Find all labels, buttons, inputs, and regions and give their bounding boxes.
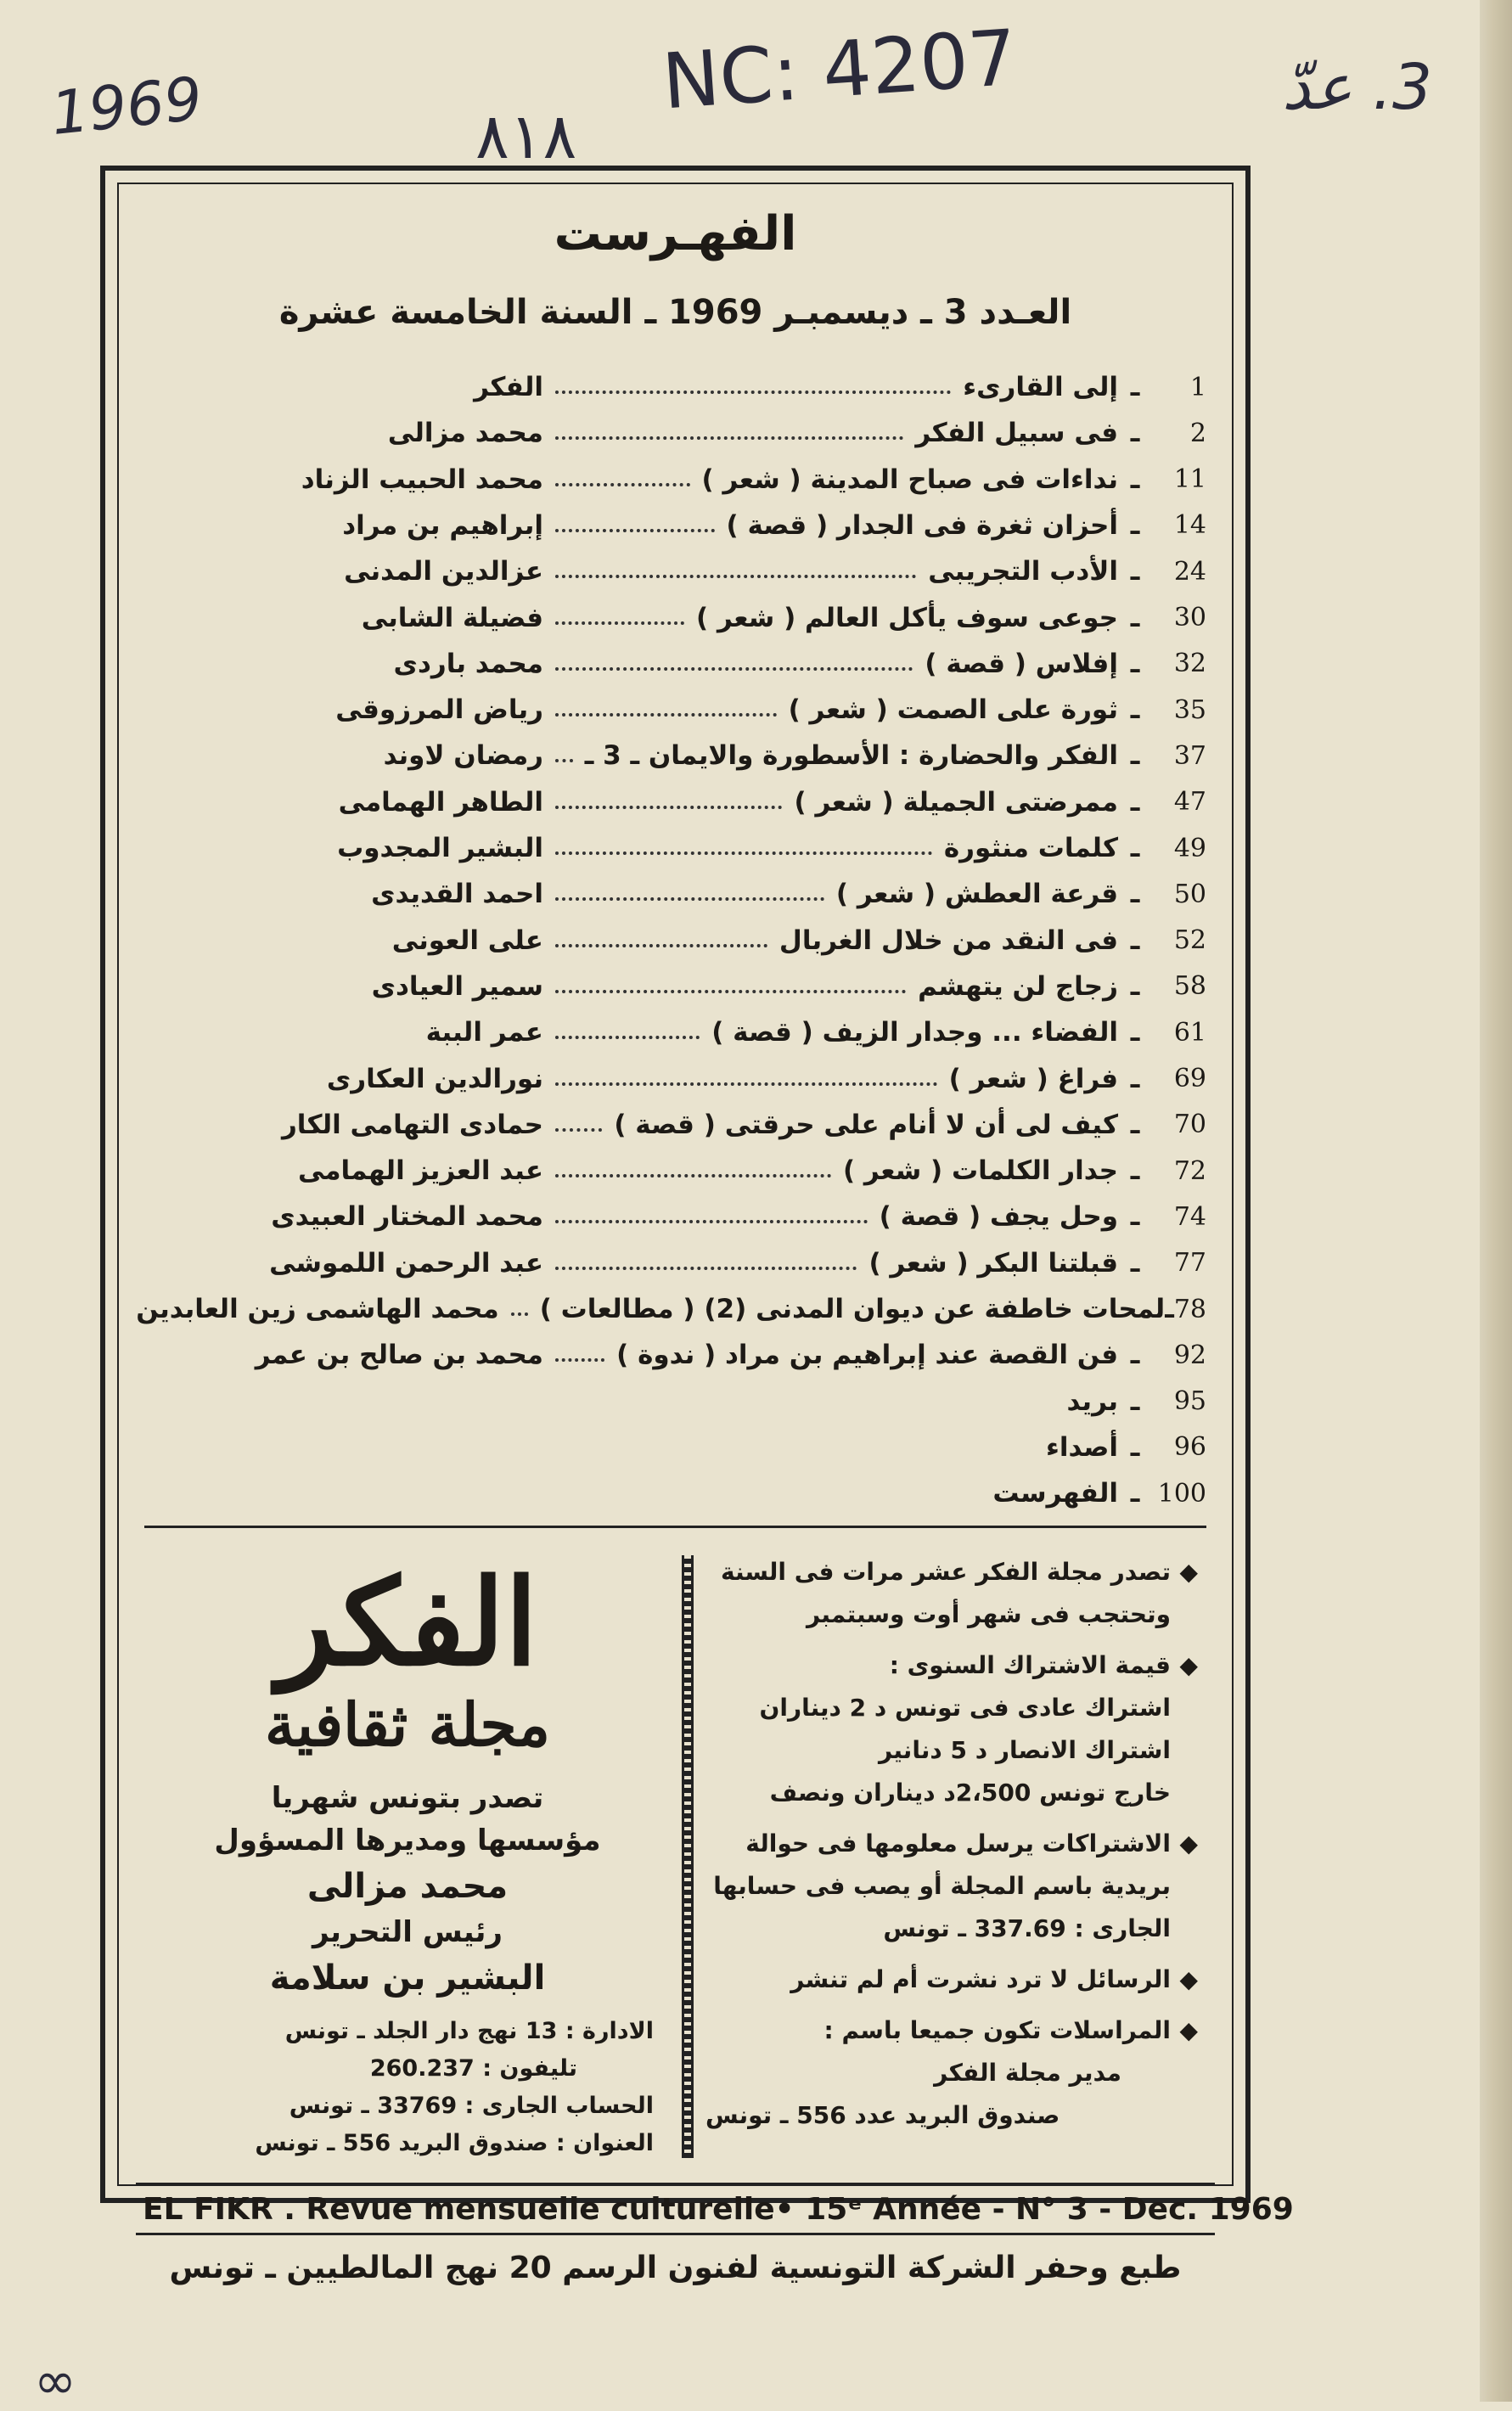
toc-title: الفهرست	[992, 1478, 1118, 1509]
info-column	[705, 1551, 1198, 2137]
column-divider	[682, 1555, 694, 2158]
toc-leader-dots	[555, 1174, 831, 1177]
handwritten-year: 1969	[48, 63, 205, 149]
french-footer-title: EL FIKR . Revue mensuelle culturelle	[143, 2191, 775, 2227]
bullet-icon: ◆	[1179, 2016, 1198, 2044]
toc-author: محمد المختار العبيدى	[271, 1201, 543, 1233]
toc-dash: ـ	[1130, 556, 1140, 587]
frame-inner	[117, 183, 1294, 2285]
toc-author: عبد العزيز الهمامى	[297, 1155, 543, 1187]
info-line: مدير مجلة الفكر	[934, 2059, 1121, 2087]
toc-leader-dots	[555, 944, 767, 947]
toc-title: إفلاس ( قصة )	[925, 648, 1118, 679]
toc-title: زجاج لن يتهشم	[918, 970, 1118, 1002]
toc-title: كيف لى أن لا أنام على حرقتى ( قصة )	[614, 1109, 1118, 1140]
toc-leader-dots	[555, 1082, 937, 1086]
handwritten-code: NC: 4207	[659, 13, 1020, 127]
toc-page-number: 35	[1173, 694, 1206, 725]
toc-title: أحزان ثغرة فى الجدار ( قصة )	[726, 509, 1118, 541]
page-edge	[1480, 0, 1512, 2402]
toc-title: ممرضتى الجميلة ( شعر )	[794, 786, 1118, 818]
toc-row	[144, 1425, 1206, 1470]
toc-title: الفكر والحضارة : الأسطورة والايمان ـ 3 ـ	[584, 740, 1118, 772]
toc-row	[144, 825, 1206, 871]
toc-row	[144, 410, 1206, 456]
toc-title: جدار الكلمات ( شعر )	[842, 1155, 1118, 1187]
toc-page-number: 52	[1173, 925, 1206, 956]
toc-page-number: 72	[1173, 1155, 1206, 1186]
toc-leader-dots	[555, 667, 913, 671]
address-line: الحساب الجارى : 33769 ـ تونس	[289, 2093, 654, 2119]
toc-author: الفكر	[474, 372, 543, 402]
toc-row	[144, 457, 1206, 503]
toc-page-number: 24	[1173, 556, 1206, 587]
toc-page-number: 2	[1189, 418, 1206, 448]
info-text: المراسلات تكون جميعا باسم :	[823, 2016, 1171, 2044]
toc-page-number: 49	[1173, 833, 1206, 863]
toc-author: البشير المجدوب	[337, 833, 543, 863]
info-line: اشتراك عادى فى تونس د 2 ديناران	[759, 1694, 1171, 1722]
toc-author: محمد باردى	[393, 648, 543, 679]
toc-page-number: 14	[1173, 510, 1206, 541]
toc-dash: ـ	[1130, 740, 1140, 772]
toc-dash: ـ	[1130, 1109, 1140, 1140]
toc-author: إبراهيم بن مراد	[342, 509, 543, 541]
masthead-line: مؤسسها ومديرها المسؤول	[214, 1824, 601, 1857]
toc-author: على العونى	[391, 924, 543, 956]
toc-dash: ـ	[1130, 924, 1140, 956]
toc-leader-dots	[555, 897, 824, 901]
toc-dash: ـ	[1130, 648, 1140, 679]
toc-row	[144, 503, 1206, 548]
toc-row	[144, 733, 1206, 778]
toc-dash: ـ	[1130, 1063, 1140, 1094]
toc-row	[136, 1286, 1206, 1332]
address-line: تليفون : 260.237	[369, 2055, 577, 2082]
toc-author: احمد القديدى	[371, 879, 543, 910]
french-footer	[136, 2183, 1294, 2235]
toc-dash: ـ	[1130, 464, 1140, 495]
info-line: صندوق البريد عدد 556 ـ تونس	[705, 2101, 1060, 2129]
info-item	[705, 1959, 1198, 2001]
toc-title: جوعى سوف يأكل العالم ( شعر )	[696, 602, 1118, 633]
toc-row	[144, 1194, 1206, 1239]
toc-title: إلى القارىء	[963, 372, 1118, 402]
toc-title: قبلتنا البكر ( شعر )	[868, 1247, 1118, 1279]
toc-title: ثورة على الصمت ( شعر )	[788, 694, 1118, 726]
toc-dash: ـ	[1130, 1017, 1140, 1048]
toc-author: فضيلة الشابى	[361, 602, 543, 633]
toc-row	[144, 641, 1206, 687]
info-item	[705, 1551, 1198, 1636]
document-frame	[100, 166, 1294, 2285]
toc-title: فى النقد من خلال الغربال	[778, 924, 1118, 956]
toc-page-number: 69	[1173, 1064, 1206, 1093]
toc-row	[144, 964, 1206, 1009]
toc-leader-dots	[555, 483, 690, 486]
toc-author: عبد الرحمن اللموشى	[269, 1247, 543, 1279]
toc-author: سمير العيادى	[371, 970, 543, 1002]
toc-leader-dots	[555, 1267, 857, 1270]
toc-leader-dots	[555, 759, 573, 762]
toc-row	[144, 918, 1206, 964]
toc-title: نداءات فى صباح المدينة ( شعر )	[701, 464, 1118, 495]
toc-dash: ـ	[1130, 879, 1140, 910]
toc-title: بريد	[1066, 1385, 1118, 1417]
toc-dash: ـ	[1130, 1155, 1140, 1187]
toc-author: محمد الهاشمى زين العابدين	[136, 1294, 499, 1324]
toc-page-number: 70	[1173, 1110, 1206, 1140]
toc-leader-dots	[555, 436, 903, 440]
toc-page-number: 74	[1173, 1201, 1206, 1232]
info-line: اشتراك الانصار د 5 دنانير	[878, 1736, 1171, 1764]
toc-dash: ـ	[1130, 786, 1140, 818]
toc-dash: ـ	[1130, 833, 1140, 863]
toc-page-number: 77	[1173, 1248, 1206, 1279]
toc-title: قرعة العطش ( شعر )	[835, 879, 1118, 910]
toc-row	[144, 548, 1206, 594]
toc-page-number: 95	[1173, 1386, 1206, 1417]
toc-leader-dots	[555, 391, 951, 394]
toc-page-number: 37	[1173, 740, 1206, 771]
toc-dash: ـ	[1130, 509, 1140, 541]
toc-dash: ـ	[1165, 1294, 1174, 1324]
address-line: الادارة : 13 نهج دار الجلد ـ تونس	[284, 2018, 654, 2044]
toc-author: نورالدين العكارى	[326, 1063, 543, 1094]
toc-leader-dots	[511, 1312, 528, 1316]
toc-dash: ـ	[1130, 418, 1140, 449]
toc-row	[144, 1056, 1206, 1102]
toc-dash: ـ	[1130, 372, 1140, 402]
toc-title: فن القصة عند إبراهيم بن مراد ( ندوة )	[616, 1340, 1118, 1371]
toc-row	[144, 364, 1206, 410]
toc-page-number: 11	[1173, 464, 1206, 495]
toc-title: فى سبيل الفكر	[915, 418, 1118, 449]
magazine-logo: الفكر	[277, 1554, 538, 1693]
toc-author: رياض المرزوقى	[335, 694, 543, 726]
address-block	[153, 2013, 662, 2162]
toc-leader-dots	[555, 713, 777, 717]
toc-leader-dots	[555, 529, 715, 532]
founder-name: محمد مزالى	[306, 1867, 509, 1906]
toc-row	[144, 1148, 1206, 1194]
toc-row	[144, 1009, 1206, 1055]
toc-page-number: 1	[1189, 372, 1206, 402]
address-line: العنوان : صندوق البريد 556 ـ تونس	[255, 2130, 654, 2156]
toc-dash: ـ	[1130, 602, 1140, 633]
section-divider	[144, 1526, 1206, 1528]
toc-title: وحل يجف ( قصة )	[879, 1201, 1118, 1233]
info-line: خارج تونس 2،500د ديناران ونصف	[769, 1779, 1171, 1807]
toc-dash: ـ	[1130, 1385, 1140, 1417]
toc-dash: ـ	[1130, 1247, 1140, 1279]
toc-page-number: 47	[1173, 787, 1206, 818]
toc-row	[144, 1332, 1206, 1378]
info-item	[705, 1823, 1198, 1950]
toc-row	[144, 871, 1206, 917]
handwritten-number: ٨١٨	[475, 100, 577, 173]
toc-page-number: 32	[1173, 649, 1206, 679]
toc-author: الطاهر الهمامى	[338, 786, 543, 818]
toc-dash: ـ	[1130, 694, 1140, 726]
toc-page-number: 30	[1173, 603, 1206, 632]
toc-leader-dots	[555, 575, 916, 578]
info-text: الاشتراكات يرسل معلومها فى حوالة بريدية باسم المجلة أو يصب فى حسابها الجارى : 337.69 ـ تونس	[713, 1829, 1171, 1942]
toc-title: فراغ ( شعر )	[948, 1063, 1118, 1094]
toc-row	[144, 1240, 1206, 1286]
toc-title: أصداء	[1046, 1431, 1118, 1463]
toc-leader-dots	[555, 1358, 604, 1362]
toc-author: حمادى التهامى الكار	[281, 1109, 543, 1140]
info-text: الرسائل لا ترد نشرت أم لم تنشر	[790, 1965, 1171, 1993]
page-title: الفهـرست	[554, 206, 797, 261]
toc-page-number: 78	[1173, 1294, 1206, 1324]
info-text: قيمة الاشتراك السنوى :	[889, 1651, 1171, 1679]
toc-dash: ـ	[1130, 1201, 1140, 1233]
toc-title: الفضاء ... وجدار الزيف ( قصة )	[711, 1017, 1118, 1048]
toc-page-number: 96	[1173, 1432, 1206, 1463]
toc-leader-dots	[555, 851, 932, 855]
toc-row	[144, 1379, 1206, 1425]
toc-author: محمد الحبيب الزناد	[301, 464, 543, 495]
toc-dash: ـ	[1130, 1478, 1140, 1509]
toc-page-number: 100	[1157, 1478, 1206, 1509]
info-item	[705, 1644, 1198, 1687]
toc-page-number: 50	[1173, 879, 1206, 909]
toc-page-number: 58	[1173, 971, 1206, 1002]
handwritten-corner-mark: ∞	[34, 2352, 76, 2411]
printer-footer: طبع وحفر الشركة التونسية لفنون الرسم 20 نهج المالطيين ـ تونس	[169, 2251, 1182, 2285]
toc-author: رمضان لاوند	[383, 740, 543, 772]
toc-leader-dots	[555, 621, 684, 625]
toc-leader-dots	[555, 990, 906, 993]
toc-author: محمد بن صالح بن عمر	[255, 1340, 543, 1371]
toc-leader-dots	[555, 1128, 602, 1132]
issue-line: العـدد 3 ـ ديسمبـر 1969 ـ السنة الخامسة عشرة	[278, 293, 1072, 332]
masthead-line: تصدر بتونس شهريا	[271, 1781, 544, 1815]
masthead-line: رئيس التحرير	[312, 1915, 503, 1949]
toc-leader-dots	[555, 1220, 868, 1223]
toc-author: عمر الببة	[425, 1017, 543, 1048]
masthead	[153, 1554, 662, 2162]
toc-dash: ـ	[1130, 970, 1140, 1002]
toc-row	[144, 779, 1206, 825]
toc-title: الأدب التجريبى	[928, 556, 1118, 587]
toc-title: لمحات خاطفة عن ديوان المدنى (2) ( مطالعات )	[539, 1294, 1166, 1324]
magazine-subtitle: مجلة ثقافية	[264, 1689, 551, 1760]
toc-row	[144, 595, 1206, 641]
toc-leader-dots	[555, 806, 782, 809]
handwritten-shelf-mark: 3. عدّ	[1282, 51, 1433, 124]
info-item	[705, 2009, 1198, 2052]
toc-title: كلمات منثورة	[943, 833, 1118, 863]
french-footer-issue: • 15ᵉ Année - N° 3 - Dec. 1969	[774, 2191, 1294, 2227]
toc-author: محمد مزالى	[387, 418, 543, 449]
toc-page-number: 61	[1173, 1017, 1206, 1048]
editor-name: البشير بن سلامة	[269, 1959, 546, 1998]
bullet-icon: ◆	[1179, 1558, 1198, 1586]
toc-row	[144, 687, 1206, 733]
bullet-icon: ◆	[1179, 1965, 1198, 1993]
toc-leader-dots	[555, 1036, 700, 1039]
toc-dash: ـ	[1130, 1431, 1140, 1463]
toc-row	[144, 1470, 1206, 1516]
bullet-icon: ◆	[1179, 1829, 1198, 1857]
toc-author: عزالدين المدنى	[344, 556, 543, 587]
toc-page-number: 92	[1173, 1340, 1206, 1370]
bullet-icon: ◆	[1179, 1651, 1198, 1679]
info-text: تصدر مجلة الفكر عشر مرات فى السنة وتحتجب فى شهر أوت وسبتمبر	[721, 1558, 1171, 1628]
toc-row	[144, 1102, 1206, 1148]
toc-dash: ـ	[1130, 1340, 1140, 1371]
